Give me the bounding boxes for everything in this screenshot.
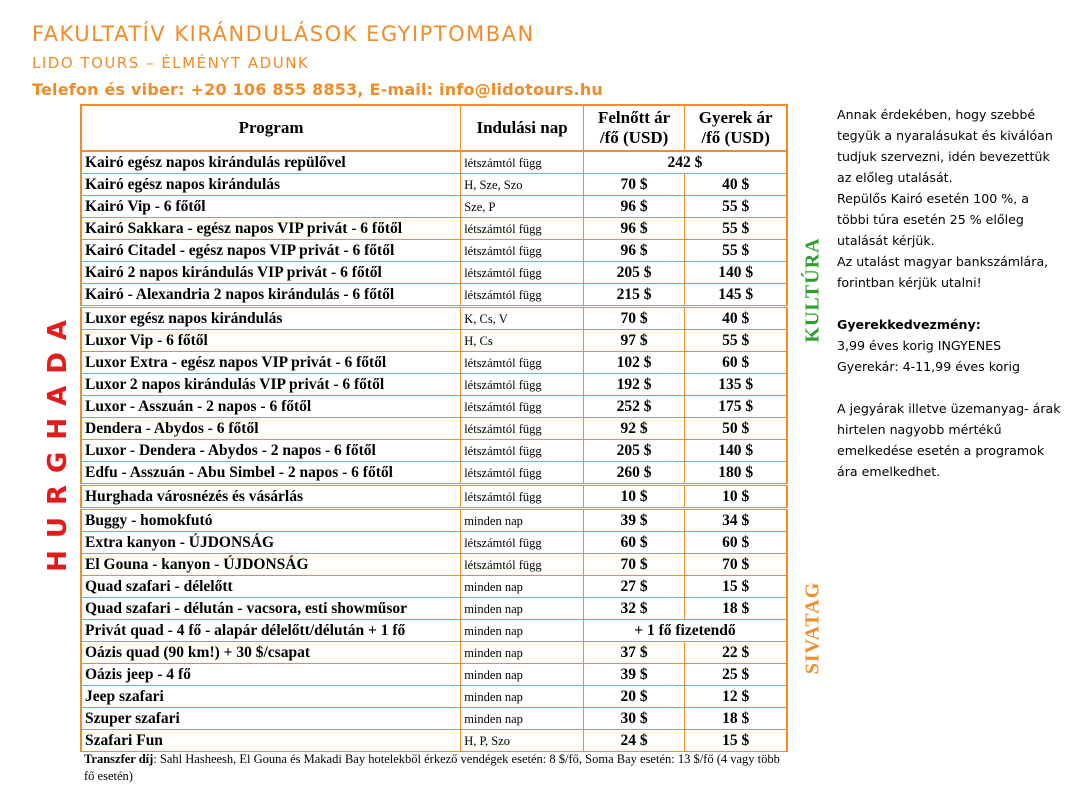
child-price-cell: 34 $ xyxy=(685,509,787,532)
sivatag-side-label: SIVATAG xyxy=(801,581,824,675)
program-cell: Luxor egész napos kirándulás xyxy=(81,307,461,330)
merged-price-cell: + 1 fő fizetendő xyxy=(583,620,787,642)
child-price-cell: 18 $ xyxy=(685,708,787,730)
program-cell: Quad szafari - délelőtt xyxy=(81,576,461,598)
adult-price-cell: 96 $ xyxy=(583,218,684,240)
program-cell: Privát quad - 4 fő - alapár délelőtt/délután + 1 fő xyxy=(81,620,461,642)
table-row xyxy=(81,262,787,284)
page-title: FAKULTATÍV KIRÁNDULÁSOK EGYIPTOMBAN xyxy=(32,22,535,46)
table-row xyxy=(81,509,787,532)
table-row xyxy=(81,330,787,352)
program-cell: Oázis jeep - 4 fő xyxy=(81,664,461,686)
departure-cell: minden nap xyxy=(461,598,584,620)
adult-price-cell: 252 $ xyxy=(583,396,684,418)
discount-free: 3,99 éves korig INGYENES xyxy=(837,338,1002,353)
adult-price-cell: 70 $ xyxy=(583,554,684,576)
departure-cell: létszámtól függ xyxy=(461,374,584,396)
departure-cell: létszámtól függ xyxy=(461,532,584,554)
program-cell: Kairó Sakkara - egész napos VIP privát - 6 főtől xyxy=(81,218,461,240)
child-price-cell: 55 $ xyxy=(685,218,787,240)
child-price-cell: 145 $ xyxy=(685,284,787,307)
info-sidebar xyxy=(837,104,1065,482)
table-row xyxy=(81,664,787,686)
adult-price-cell: 92 $ xyxy=(583,418,684,440)
table-row xyxy=(81,196,787,218)
departure-cell: minden nap xyxy=(461,686,584,708)
program-cell: Luxor 2 napos kirándulás VIP privát - 6 főtől xyxy=(81,374,461,396)
adult-price-cell: 192 $ xyxy=(583,374,684,396)
adult-price-cell: 205 $ xyxy=(583,262,684,284)
child-price-cell: 25 $ xyxy=(685,664,787,686)
program-cell: Luxor Vip - 6 főtől xyxy=(81,330,461,352)
price-change-note: A jegyárak illetve üzemanyag- árak hirtelen nagyobb mértékű emelkedése esetén a programok ára emelkedhet. xyxy=(837,401,1061,479)
contact-line: Telefon és viber: +20 106 855 8853, E-mail: info@lidotours.hu xyxy=(32,80,603,99)
departure-cell: létszámtól függ xyxy=(461,485,584,509)
adult-price-cell: 30 $ xyxy=(583,708,684,730)
table-row xyxy=(81,440,787,462)
table-row xyxy=(81,485,787,509)
departure-cell: H, Cs xyxy=(461,330,584,352)
child-price-cell: 40 $ xyxy=(685,307,787,330)
header-program: Program xyxy=(81,105,461,151)
adult-price-cell: 10 $ xyxy=(583,485,684,509)
table-row xyxy=(81,576,787,598)
adult-price-cell: 70 $ xyxy=(583,307,684,330)
departure-cell: létszámtól függ xyxy=(461,151,584,174)
adult-price-cell: 39 $ xyxy=(583,664,684,686)
child-price-cell: 55 $ xyxy=(685,330,787,352)
adult-price-cell: 37 $ xyxy=(583,642,684,664)
table-row xyxy=(81,307,787,330)
child-price-cell: 60 $ xyxy=(685,352,787,374)
discount-title: Gyerekkedvezmény: xyxy=(837,317,981,332)
adult-price-cell: 60 $ xyxy=(583,532,684,554)
adult-price-cell: 39 $ xyxy=(583,509,684,532)
departure-cell: minden nap xyxy=(461,509,584,532)
company-tagline: LIDO TOURS – ÉLMÉNYT ADUNK xyxy=(32,54,310,72)
hurghada-side-label: HURGHADA xyxy=(43,308,73,572)
adult-price-cell: 260 $ xyxy=(583,462,684,485)
departure-cell: minden nap xyxy=(461,708,584,730)
child-price-cell: 50 $ xyxy=(685,418,787,440)
table-row xyxy=(81,218,787,240)
table-row xyxy=(81,240,787,262)
child-price-cell: 15 $ xyxy=(685,730,787,752)
departure-cell: minden nap xyxy=(461,664,584,686)
child-price-cell: 60 $ xyxy=(685,532,787,554)
deposit-rates: Repülős Kairó esetén 100 %, a többi túra esetén 25 % előleg utalását kérjük. xyxy=(837,191,1029,248)
table-header-row xyxy=(81,105,787,151)
departure-cell: Sze, P xyxy=(461,196,584,218)
program-cell: Kairó egész napos kirándulás repülővel xyxy=(81,151,461,174)
merged-price-cell: 242 $ xyxy=(583,151,787,174)
adult-price-cell: 205 $ xyxy=(583,440,684,462)
child-price-cell: 55 $ xyxy=(685,240,787,262)
deposit-intro: Annak érdekében, hogy szebbé tegyük a nyaralásukat és kiválóan tudjuk szervezni, idén bevezettük az előleg utalását. xyxy=(837,107,1053,185)
departure-cell: létszámtól függ xyxy=(461,418,584,440)
child-price-cell: 175 $ xyxy=(685,396,787,418)
program-cell: Kairó Citadel - egész napos VIP privát - 6 főtől xyxy=(81,240,461,262)
departure-cell: létszámtól függ xyxy=(461,462,584,485)
departure-cell: minden nap xyxy=(461,642,584,664)
program-cell: Luxor Extra - egész napos VIP privát - 6 főtől xyxy=(81,352,461,374)
table-row xyxy=(81,374,787,396)
child-price-cell: 18 $ xyxy=(685,598,787,620)
adult-price-cell: 96 $ xyxy=(583,240,684,262)
child-price-cell: 22 $ xyxy=(685,642,787,664)
excursion-price-table xyxy=(80,104,788,752)
table-row xyxy=(81,620,787,642)
program-cell: El Gouna - kanyon - ÚJDONSÁG xyxy=(81,554,461,576)
program-cell: Hurghada városnézés és vásárlás xyxy=(81,485,461,509)
program-cell: Szuper szafari xyxy=(81,708,461,730)
table-row xyxy=(81,418,787,440)
program-cell: Oázis quad (90 km!) + 30 $/csapat xyxy=(81,642,461,664)
departure-cell: K, Cs, V xyxy=(461,307,584,330)
table-row xyxy=(81,462,787,485)
program-cell: Kairó egész napos kirándulás xyxy=(81,174,461,196)
program-cell: Kairó Vip - 6 főtől xyxy=(81,196,461,218)
program-cell: Luxor - Asszuán - 2 napos - 6 főtől xyxy=(81,396,461,418)
child-price-cell: 70 $ xyxy=(685,554,787,576)
table-row xyxy=(81,708,787,730)
adult-price-cell: 24 $ xyxy=(583,730,684,752)
program-cell: Dendera - Abydos - 6 főtől xyxy=(81,418,461,440)
program-cell: Kairó - Alexandria 2 napos kirándulás - 6 főtől xyxy=(81,284,461,307)
departure-cell: minden nap xyxy=(461,620,584,642)
adult-price-cell: 102 $ xyxy=(583,352,684,374)
departure-cell: létszámtól függ xyxy=(461,440,584,462)
adult-price-cell: 215 $ xyxy=(583,284,684,307)
departure-cell: minden nap xyxy=(461,576,584,598)
departure-cell: létszámtól függ xyxy=(461,218,584,240)
departure-cell: létszámtól függ xyxy=(461,352,584,374)
table-row xyxy=(81,532,787,554)
table-row xyxy=(81,642,787,664)
child-price-cell: 140 $ xyxy=(685,262,787,284)
departure-cell: létszámtól függ xyxy=(461,554,584,576)
child-price-cell: 40 $ xyxy=(685,174,787,196)
header-child-price: Gyerek ár /fő (USD) xyxy=(685,105,787,151)
child-price-cell: 180 $ xyxy=(685,462,787,485)
child-price-cell: 140 $ xyxy=(685,440,787,462)
table-row xyxy=(81,284,787,307)
program-cell: Extra kanyon - ÚJDONSÁG xyxy=(81,532,461,554)
adult-price-cell: 96 $ xyxy=(583,196,684,218)
table-row xyxy=(81,730,787,752)
table-row xyxy=(81,352,787,374)
table-row xyxy=(81,151,787,174)
departure-cell: létszámtól függ xyxy=(461,262,584,284)
table-row xyxy=(81,554,787,576)
child-price-cell: 55 $ xyxy=(685,196,787,218)
header-departure: Indulási nap xyxy=(461,105,584,151)
table-row xyxy=(81,396,787,418)
program-cell: Jeep szafari xyxy=(81,686,461,708)
child-price-cell: 12 $ xyxy=(685,686,787,708)
transfer-fee-note: Transzfer díj: Sahl Hasheesh, El Gouna és Makadi Bay hotelekből érkező vendégek esetén: 8 $/fő, Soma Bay esetén: 13 $/fő (4 vagy több fő esetén) xyxy=(84,752,780,783)
departure-cell: H, Sze, Szo xyxy=(461,174,584,196)
departure-cell: létszámtól függ xyxy=(461,284,584,307)
departure-cell: létszámtól függ xyxy=(461,396,584,418)
adult-price-cell: 32 $ xyxy=(583,598,684,620)
program-cell: Kairó 2 napos kirándulás VIP privát - 6 főtől xyxy=(81,262,461,284)
table-row xyxy=(81,598,787,620)
adult-price-cell: 20 $ xyxy=(583,686,684,708)
adult-price-cell: 70 $ xyxy=(583,174,684,196)
kultura-side-label: KULTÚRA xyxy=(801,237,824,343)
table-row xyxy=(81,686,787,708)
program-cell: Edfu - Asszuán - Abu Simbel - 2 napos - 6 főtől xyxy=(81,462,461,485)
departure-cell: létszámtól függ xyxy=(461,240,584,262)
header-adult-price: Felnőtt ár /fő (USD) xyxy=(583,105,684,151)
departure-cell: H, P, Szo xyxy=(461,730,584,752)
adult-price-cell: 27 $ xyxy=(583,576,684,598)
child-price-cell: 135 $ xyxy=(685,374,787,396)
table-row xyxy=(81,174,787,196)
program-cell: Luxor - Dendera - Abydos - 2 napos - 6 főtől xyxy=(81,440,461,462)
child-price-cell: 10 $ xyxy=(685,485,787,509)
child-price-cell: 15 $ xyxy=(685,576,787,598)
discount-child: Gyerekár: 4-11,99 éves korig xyxy=(837,359,1020,374)
payment-note: Az utalást magyar bankszámlára, forintban kérjük utalni! xyxy=(837,254,1049,290)
program-cell: Buggy - homokfutó xyxy=(81,509,461,532)
program-cell: Quad szafari - délután - vacsora, esti showműsor xyxy=(81,598,461,620)
program-cell: Szafari Fun xyxy=(81,730,461,752)
adult-price-cell: 97 $ xyxy=(583,330,684,352)
